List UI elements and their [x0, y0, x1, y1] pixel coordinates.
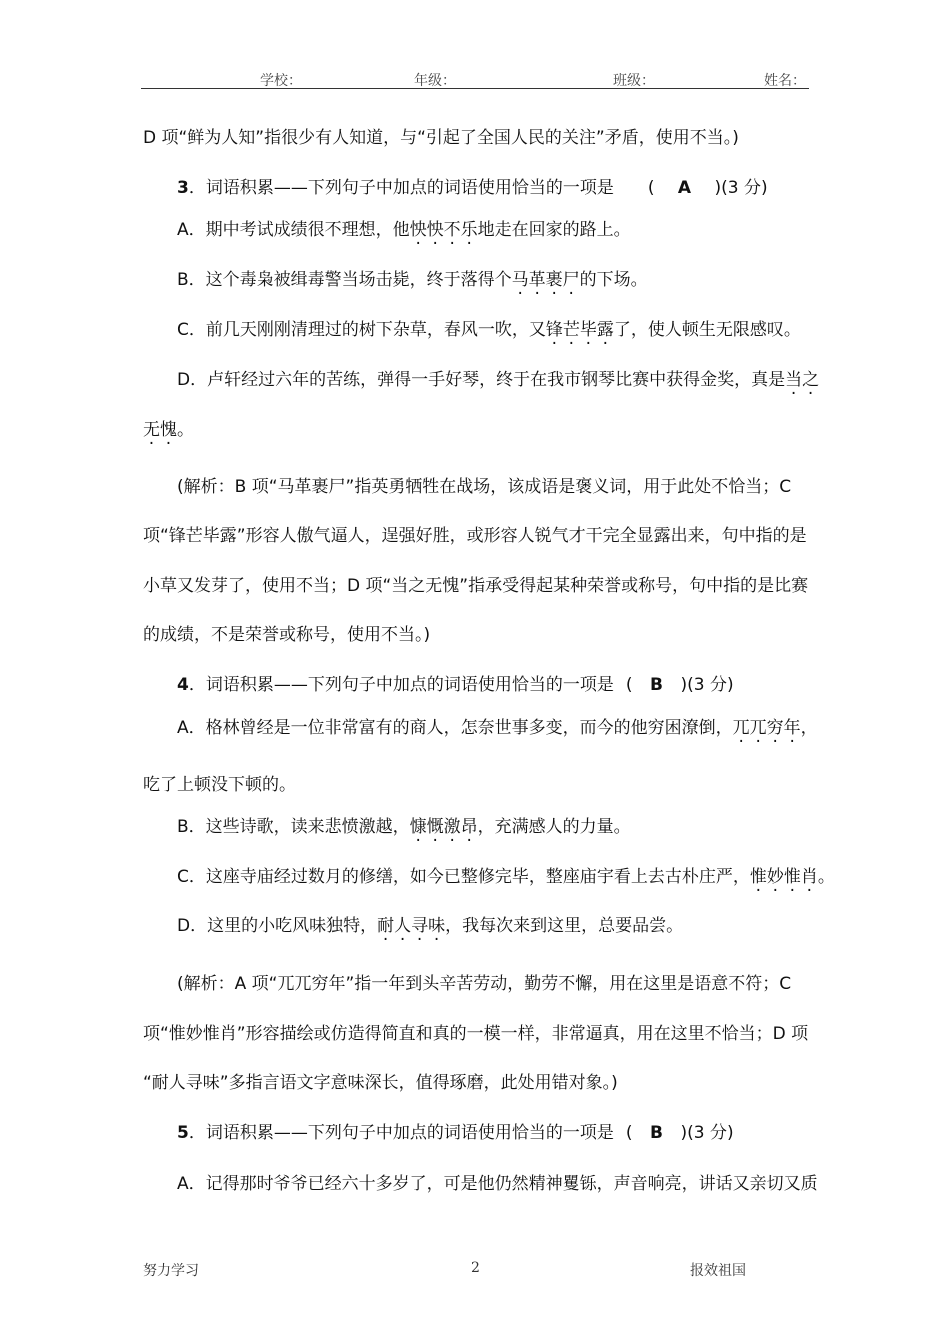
- option-4a-continued: 吃了上顿没下顿的。: [143, 775, 296, 795]
- answer-open-paren: (: [625, 1123, 633, 1143]
- answer-letter: B: [650, 675, 663, 695]
- option-3d-continued: [143, 418, 811, 442]
- dotted-char: 慷: [409, 817, 427, 837]
- option-text: 的下场。: [579, 270, 648, 290]
- dotted-char: 裹: [545, 270, 563, 290]
- dotted-char: 激: [443, 817, 461, 837]
- analysis-4-line-3: “耐人寻味”多指言语文字意味深长，值得琢磨，此处用错对象。): [143, 1073, 618, 1093]
- option-text: B．这些诗歌，读来悲愤激越，: [177, 817, 410, 837]
- dotted-char: 无: [143, 420, 160, 440]
- footer-left-slogan: 努力学习: [143, 1263, 199, 1279]
- dotted-char: 昂: [460, 817, 478, 837]
- option-text: A．期中考试成绩很不理想，他: [177, 220, 410, 240]
- dotted-char: 妙: [766, 867, 784, 887]
- dotted-char: 革: [528, 270, 546, 290]
- option-text: 。: [817, 867, 835, 887]
- option-text: 地走在回家的路上。: [477, 220, 631, 240]
- question-3-stem: [177, 176, 811, 200]
- dotted-char: 怏: [426, 220, 444, 240]
- dotted-char: 露: [596, 320, 614, 340]
- dotted-char: 惟: [749, 867, 767, 887]
- option-3d: [177, 368, 820, 392]
- dotted-char: 马: [511, 270, 529, 290]
- dotted-char: 寻: [411, 916, 429, 936]
- dotted-char: 穷: [766, 718, 784, 738]
- dotted-char: 锋: [545, 320, 563, 340]
- option-text: C．前几天刚刚清理过的树下杂草，春风一吹，又: [177, 320, 546, 340]
- analysis-4-line-1: (解析：A 项“兀兀穷年”指一年到头辛苦劳动，勤劳不懈，用在这里是语意不符；C: [177, 974, 792, 994]
- answer-open-paren: (: [625, 675, 633, 695]
- question-number: 3: [177, 178, 189, 198]
- option-text: ，充满感人的力量。: [477, 817, 631, 837]
- option-3b: [177, 268, 811, 292]
- question-text: ．词语积累——下列句子中加点的词语使用恰当的一项是: [188, 178, 614, 198]
- option-3c: [177, 318, 811, 342]
- option-text: ，我每次来到这里，总要品尝。: [445, 916, 684, 936]
- dotted-char: 毕: [579, 320, 597, 340]
- dotted-char: 味: [428, 916, 446, 936]
- option-text: A．格林曾经是一位非常富有的商人，怎奈世事多变，而今的他穷困潦倒，: [177, 718, 733, 738]
- analysis-3-line-4: 的成绩，不是荣誉或称号，使用不当。): [143, 625, 431, 645]
- option-text: D．这里的小吃风味独特，: [177, 916, 378, 936]
- dotted-char: 年: [783, 718, 801, 738]
- option-4a: [177, 716, 818, 740]
- dotted-char: 愧: [160, 420, 177, 440]
- option-text: B．这个毒枭被缉毒警当场击毙，终于落得个: [177, 270, 512, 290]
- question-score: )(3 分): [680, 1123, 734, 1143]
- question-number: 4: [177, 675, 189, 695]
- dotted-char: 耐: [377, 916, 395, 936]
- option-text: D．卢轩经过六年的苦练，弹得一手好琴，终于在我市钢琴比赛中获得金奖，真是: [177, 370, 786, 390]
- dotted-char: 人: [394, 916, 412, 936]
- option-3a: [177, 218, 811, 242]
- dotted-char: 怏: [409, 220, 427, 240]
- analysis-4-line-2: 项“惟妙惟肖”形容描绘或仿造得简直和真的一模一样，非常逼真，用在这里不恰当；D 项: [143, 1024, 809, 1044]
- question-text: ．词语积累——下列句子中加点的词语使用恰当的一项是: [188, 1123, 614, 1143]
- option-5a: A．记得那时爷爷已经六十多岁了，可是他仍然精神矍铄，声音响亮，讲话又亲切又质: [177, 1174, 818, 1194]
- dotted-char: 当: [785, 370, 803, 390]
- class-field-label: 班级：: [613, 73, 655, 89]
- question-score: )(3 分): [714, 178, 768, 198]
- question-5-stem: [177, 1121, 811, 1145]
- dotted-char: 芒: [562, 320, 580, 340]
- page-number: 2: [471, 1260, 480, 1276]
- dotted-char: 不: [443, 220, 461, 240]
- option-4c: [177, 865, 835, 889]
- question-4-stem: [177, 673, 811, 697]
- dotted-char: 兀: [749, 718, 767, 738]
- dotted-char: 之: [802, 370, 820, 390]
- answer-letter: B: [650, 1123, 663, 1143]
- dotted-char: 肖: [800, 867, 818, 887]
- answer-open-paren: (: [647, 178, 655, 198]
- option-text: C．这座寺庙经过数月的修缮，如今已整修完毕，整座庙宇看上去古朴庄严，: [177, 867, 750, 887]
- analysis-3-line-3: 小草又发芽了，使用不当；D 项“当之无愧”指承受得起某种荣誉或称号，句中指的是比赛: [143, 576, 809, 596]
- analysis-3-line-2: 项“锋芒毕露”形容人傲气逼人，逞强好胜，或形容人锐气才干完全显露出来，句中指的是: [143, 526, 807, 546]
- question-text: ．词语积累——下列句子中加点的词语使用恰当的一项是: [188, 675, 614, 695]
- analysis-continuation: D 项“鲜为人知”指很少有人知道，与“引起了全国人民的关注”矛盾，使用不当。): [143, 128, 739, 148]
- dotted-char: 惟: [783, 867, 801, 887]
- question-score: )(3 分): [680, 675, 734, 695]
- answer-letter: A: [677, 178, 692, 198]
- analysis-3-line-1: (解析：B 项“马革裹尸”指英勇牺牲在战场，该成语是褒义词，用于此处不恰当；C: [177, 477, 792, 497]
- option-text: 。: [177, 420, 194, 440]
- grade-field-label: 年级：: [414, 73, 456, 89]
- question-number: 5: [177, 1123, 189, 1143]
- option-text: ，: [800, 718, 818, 738]
- dotted-char: 兀: [732, 718, 750, 738]
- dotted-char: 尸: [562, 270, 580, 290]
- option-4b: [177, 815, 811, 839]
- option-text: 了，使人顿生无限感叹。: [613, 320, 801, 340]
- footer-right-slogan: 报效祖国: [690, 1263, 746, 1279]
- header-divider: [141, 88, 809, 89]
- option-4d: [177, 914, 811, 938]
- name-field-label: 姓名：: [764, 73, 806, 89]
- dotted-char: 乐: [460, 220, 478, 240]
- dotted-char: 慨: [426, 817, 444, 837]
- school-field-label: 学校：: [260, 73, 302, 89]
